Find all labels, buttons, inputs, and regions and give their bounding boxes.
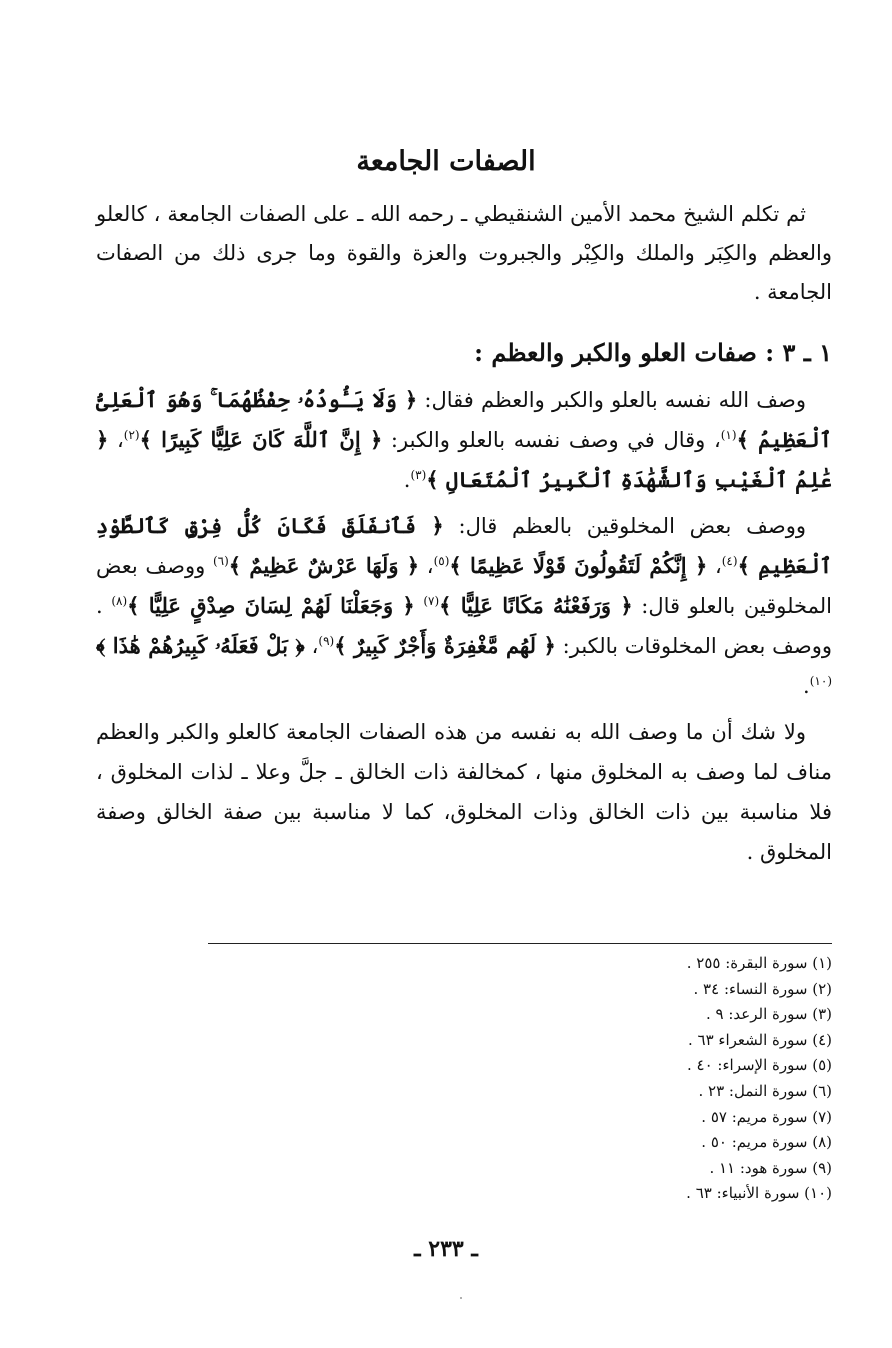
scan-speck: [460, 1297, 462, 1299]
footnote-ref: (٣): [410, 468, 427, 482]
text-run: ،: [304, 634, 319, 658]
quran-verse: ﴿ وَلَا يَـُٔودُهُۥ حِفْظُهُمَا ۚ وَهُوَ ٱلْعَلِىُّ ٱلْعَظِيمُ ﴾: [96, 387, 832, 452]
footnote-ref: (٢): [123, 428, 140, 442]
footnote: (٩) سورة هود: ١١ .: [709, 1158, 832, 1177]
footnote: (٢) سورة النساء: ٣٤ .: [693, 979, 832, 998]
footnote-ref: (٨): [111, 594, 128, 608]
quran-verse: ﴿ بَلْ فَعَلَهُۥ كَبِيرُهُمْ هَٰذَا ﴾: [96, 633, 305, 658]
intro-paragraph: ثم تكلم الشيخ محمد الأمين الشنقيطي ـ رحمه الله ـ على الصفات الجامعة ، كالعلو والعظم والكِبَر والملك والكِبْر والجبروت والعزة والقوة وما جرى ذلك من الصفات الجامعة .: [96, 202, 832, 304]
text-run: .: [403, 468, 411, 492]
text-run: ،: [707, 554, 722, 578]
paragraph-attributes-created: [96, 506, 832, 706]
footnote-ref: (٦): [212, 554, 229, 568]
footnotes-list: [686, 951, 832, 1207]
text-run: ، وقال في وصف نفسه بالعلو والكبر:: [382, 428, 721, 452]
text-run: ووصف بعض المخلوقين بالعظم قال:: [443, 514, 806, 538]
footnote: (١٠) سورة الأنبياء: ٦٣ .: [686, 1184, 832, 1203]
quran-verse: ﴿ فَٱنفَلَقَ فَكَانَ كُلُّ فِرْقٍ كَٱلطَّوْدِ ٱلْعَظِيمِ ﴾: [96, 513, 833, 578]
footnote-divider: [208, 943, 832, 944]
paragraph-attributes-self: [96, 380, 832, 500]
text-run: ووصف بعض المخلوقين بالعلو قال:: [96, 554, 832, 618]
text-run: . ووصف بعض المخلوقات بالكبر:: [96, 594, 833, 658]
quran-verse: ﴿ وَلَهَا عَرْشٌ عَظِيمٌ ﴾: [228, 553, 420, 578]
footnote: (١) سورة البقرة: ٢٥٥ .: [686, 954, 832, 972]
page-number: ـ ٢٣٣ ـ: [414, 1236, 478, 1262]
conclusion-paragraph: ولا شك أن ما وصف الله به نفسه من هذه الصفات الجامعة كالعلو والكبر والعظم مناف لما وصف به المخلوق منها ، كمخالفة ذات الخالق ـ جلَّ وعلا ـ لذات المخلوق ، فلا مناسبة بين ذات الخالق وذات المخلوق، كما لا مناسبة بين صفة الخالق وصفة المخلوق .: [96, 720, 832, 864]
section-heading: ١ ـ ٣ : صفات العلو والكبر والعظم :: [474, 338, 832, 367]
footnote-ref: (٧): [423, 594, 440, 608]
text-run: وصف الله نفسه بالعلو والكبر والعظم فقال:: [417, 388, 806, 412]
footnote: (٣) سورة الرعد: ٩ .: [706, 1005, 832, 1024]
quran-verse: ﴿ لَهُم مَّغْفِرَةٌ وَأَجْرٌ كَبِيرٌ ﴾: [334, 633, 556, 658]
quran-verse: ﴿ إِنَّكُمْ لَتَقُولُونَ قَوْلًا عَظِيمًا ﴾: [449, 553, 708, 578]
quran-verse: ﴿ عَٰلِمُ ٱلْغَيْبِ وَٱلشَّهَٰدَةِ ٱلْكَبِيرُ ٱلْمُتَعَالِ ﴾: [96, 427, 832, 492]
quran-verse: ﴿ إِنَّ ٱللَّهَ كَانَ عَلِيًّا كَبِيرًا ﴾: [139, 427, 383, 452]
footnote-ref: (٥): [433, 554, 450, 568]
page-title: الصفات الجامعة: [356, 146, 536, 177]
footnote: (٦) سورة النمل: ٢٣ .: [698, 1081, 832, 1100]
footnote-ref: (١): [720, 428, 737, 442]
footnote-ref: (٩): [318, 634, 335, 648]
footnote: (٥) سورة الإسراء: ٤٠ .: [686, 1056, 832, 1075]
text-run: .: [803, 674, 810, 698]
footnote: (٧) سورة مريم: ٥٧ .: [701, 1107, 832, 1126]
footnote-ref: (١٠): [809, 674, 832, 688]
quran-verse: ﴿ وَجَعَلْنَا لَهُمْ لِسَانَ صِدْقٍ عَلِيًّا ﴾: [127, 593, 415, 618]
footnote: (٤) سورة الشعراء ٦٣ .: [687, 1030, 832, 1049]
footnote-ref: (٤): [721, 554, 738, 568]
text-run: ،: [108, 428, 124, 452]
quran-verse: ﴿ وَرَفَعْنَٰهُ مَكَانًا عَلِيًّا ﴾: [439, 593, 633, 618]
footnote: (٨) سورة مريم: ٥٠ .: [701, 1133, 832, 1152]
text-run: ،: [419, 554, 434, 578]
